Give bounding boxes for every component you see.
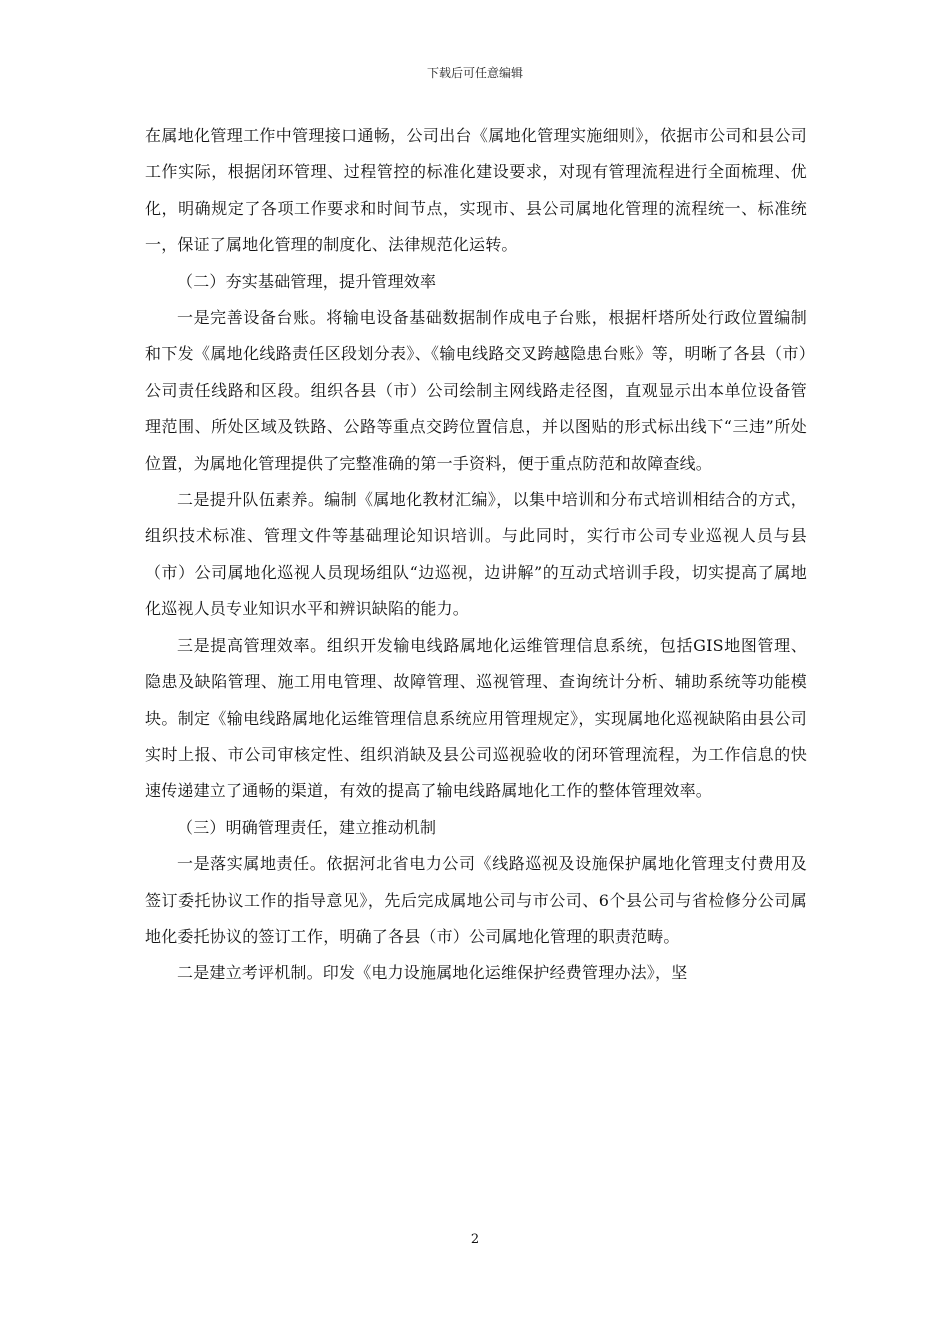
page-header: 下载后可任意编辑 (426, 66, 523, 80)
paragraph-equipment-ledger: 一是完善设备台账。将输电设备基础数据制作成电子台账，根据杆塔所处行政位置编制和下发《属地化线路责任区段划分表》、《输电线路交叉跨越隐患台账》等，明晰了各县（市）公司责任线路和区段。组织各县（市）公司绘制主网线路走径图，直观显示出本单位设备管理范围、所处区域及铁路、公路等重点交跨位置信息，并以图贴的形式标出线下“三违”所处位置，为属地化管理提供了完整准确的第一手资料，便于重点防范和故障查线。 (145, 308, 807, 473)
paragraph-evaluation-mechanism: 二是建立考评机制。印发《电力设施属地化运维保护经费管理办法》，坚 (177, 963, 688, 983)
document-body (145, 118, 807, 992)
paragraph-territorial-responsibility: 一是落实属地责任。依据河北省电力公司《线路巡视及设施保护属地化管理支付费用及签订委托协议工作的指导意见》，先后完成属地公司与市公司、6个县公司与省检修分公司属地化委托协议的签订工作，明确了各县（市）公司属地化管理的职责范畴。 (145, 854, 807, 946)
section-heading-3: （三）明确管理责任，建立推动机制 (177, 817, 437, 837)
paragraph-1: 在属地化管理工作中管理接口通畅，公司出台《属地化管理实施细则》，依据市公司和县公司工作实际，根据闭环管理、过程管控的标准化建设要求，对现有管理流程进行全面梳理、优化，明确规定了各项工作要求和时间节点，实现市、县公司属地化管理的流程统一、标准统一，保证了属地化管理的制度化、法律规范化运转。 (145, 126, 807, 255)
page-number: 2 (470, 1232, 480, 1247)
section-heading-2: （二）夯实基础管理，提升管理效率 (177, 271, 437, 291)
paragraph-team-quality: 二是提升队伍素养。编制《属地化教材汇编》，以集中培训和分布式培训相结合的方式，组织技术标准、管理文件等基础理论知识培训。与此同时，实行市公司专业巡视人员与县（市）公司属地化巡视人员现场组队“边巡视，边讲解”的互动式培训手段，切实提高了属地化巡视人员专业知识水平和辨识缺陷的能力。 (145, 490, 807, 619)
paragraph-management-efficiency: 三是提高管理效率。组织开发输电线路属地化运维管理信息系统，包括GIS地图管理、隐患及缺陷管理、施工用电管理、故障管理、巡视管理、查询统计分析、辅助系统等功能模块。制定《输电线路属地化运维管理信息系统应用管理规定》，实现属地化巡视缺陷由县公司实时上报、市公司审核定性、组织消缺及县公司巡视验收的闭环管理流程，为工作信息的快速传递建立了通畅的渠道，有效的提高了输电线路属地化工作的整体管理效率。 (145, 635, 807, 801)
